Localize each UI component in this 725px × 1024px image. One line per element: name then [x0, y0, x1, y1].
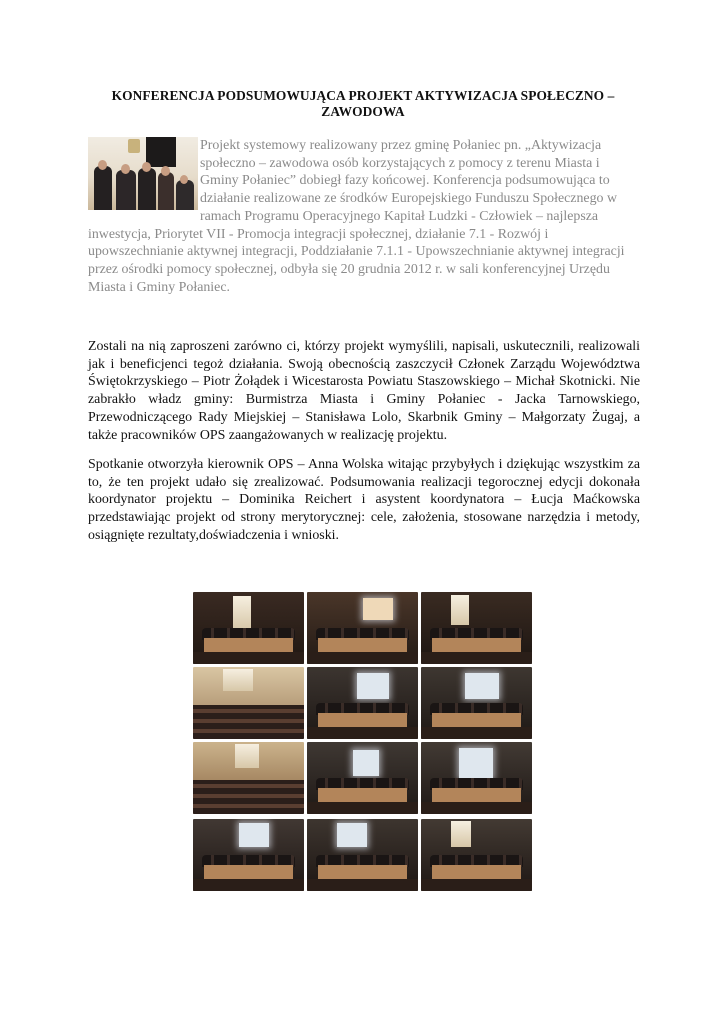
photo-gallery [193, 592, 533, 892]
gallery-photo [193, 742, 304, 814]
paragraph-guests: Zostali na nią zaproszeni zarówno ci, którzy projekt wymyślili, napisali, uskutecznili, realizowali jak i beneficjenci tegoż działania. Swoją obecnością zaszczycił Członek Zarządu Województwa Świętokrzyskiego – Piotr Żołądek i Wicestarosta Powiatu Staszowskiego – Michał Skotnicki. Nie zabrakło władz gminy: Burmistrza Miasta i Gminy Połaniec - Jacka Tarnowskiego, Przewodniczącego Rady Miejskiej – Stanisława Lolo, Skarbnik Gminy – Małgorzaty Żugaj, a także pracowników OPS zaangażowanych w realizację projektu. [88, 339, 640, 443]
document-title: KONFERENCJA PODSUMOWUJĄCA PROJEKT AKTYWIZACJA SPOŁECZNO – ZAWODOWA [111, 88, 615, 119]
gallery-photo [307, 667, 418, 739]
intro-text: Projekt systemowy realizowany przez gminę Połaniec pn. „Aktywizacja społeczno – zawodowa osób korzystających z pomocy z terenu Miasta i Gminy Połaniec” dobiegł fazy końcowej. Konferencja podsumowująca to działanie realizowane ze środków Europejskiego Funduszu Społecznego w ramach Programu Operacyjnego Kapitał Ludzki - Człowiek – najlepsza inwestycja, Priorytet VII - Promocja integracji społecznej, działanie 7.1 - Rozwój i upowszechnianie aktywnej integracji, Poddziałanie 7.1.1 - Upowszechnianie aktywnej integracji przez ośrodki pomocy społecznej, odbyła się 20 grudnia 2012 r. w sali konferencyjnej Urzędu Miasta i Gminy Połaniec. [88, 138, 625, 295]
gallery-photo [193, 667, 304, 739]
conference-photo [88, 137, 198, 210]
gallery-photo [193, 592, 304, 664]
gallery-photo [421, 742, 532, 814]
gallery-photo [193, 819, 304, 891]
gallery-photo [421, 819, 532, 891]
gallery-photo [307, 592, 418, 664]
gallery-photo [421, 667, 532, 739]
intro-paragraph [88, 137, 640, 296]
paragraph-meeting: Spotkanie otworzyła kierownik OPS – Anna Wolska witając przybyłych i dziękując wszystkim za to, że ten projekt udało się zrealizować. Podsumowania realizacji tegorocznej edycji dokonała koordynator projektu – Dominika Reichert i asystent koordynatora – Łucja Maćkowska przedstawiając projekt od strony merytorycznej: cele, założenia, stosowane narzędzia i metody, osiągnięte rezultaty,doświadczenia i wnioski. [88, 457, 640, 543]
gallery-photo [307, 742, 418, 814]
gallery-photo [421, 592, 532, 664]
gallery-photo [307, 819, 418, 891]
